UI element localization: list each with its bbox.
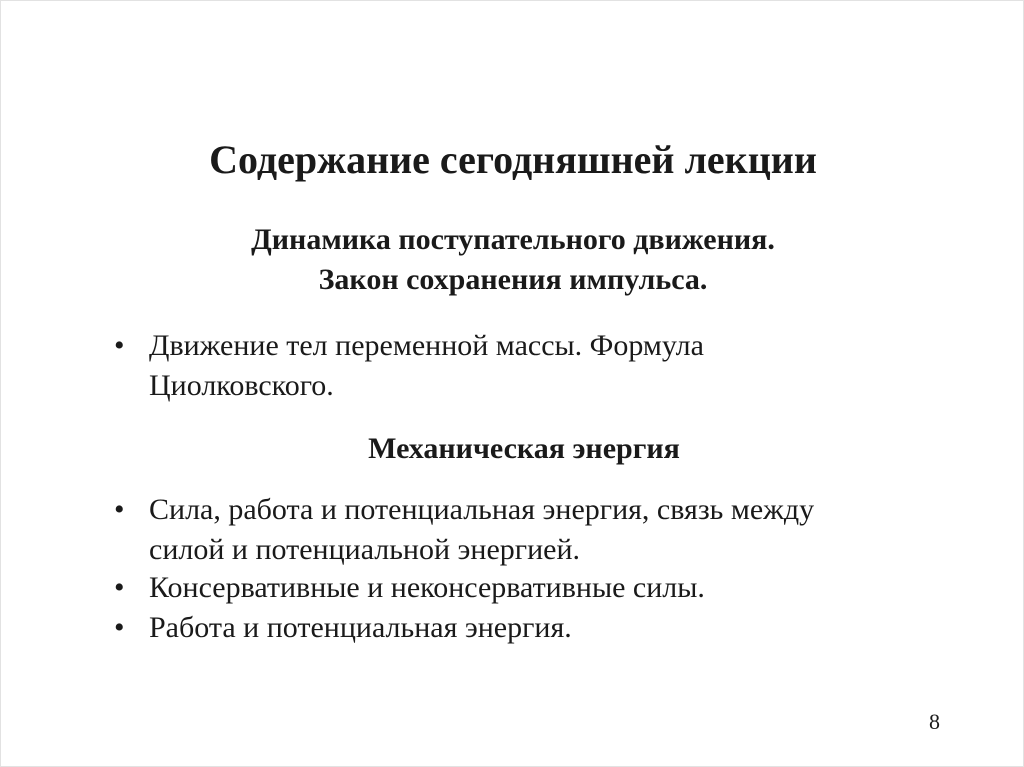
list-item-text: Сила, работа и потенциальная энергия, связь между силой и потенциальной энергией.: [149, 493, 815, 566]
list-item-text: Движение тел переменной массы. Формула Циолковского.: [149, 329, 704, 402]
bullet-marker: •: [114, 329, 125, 362]
subtitle-line-1: Динамика поступательного движения.: [251, 223, 775, 256]
bullet-marker: •: [114, 493, 125, 526]
section-heading: Механическая энергия: [368, 432, 680, 465]
list-item-text: Консервативные и неконсервативные силы.: [149, 571, 705, 604]
bullet-marker: •: [114, 611, 125, 644]
subtitle-line-2: Закон сохранения импульса.: [318, 263, 708, 296]
list-item-text: Работа и потенциальная энергия.: [149, 611, 572, 644]
page-number: 8: [929, 709, 940, 734]
slide-title: Содержание сегодняшней лекции: [209, 137, 817, 182]
bullet-marker: •: [114, 571, 125, 604]
